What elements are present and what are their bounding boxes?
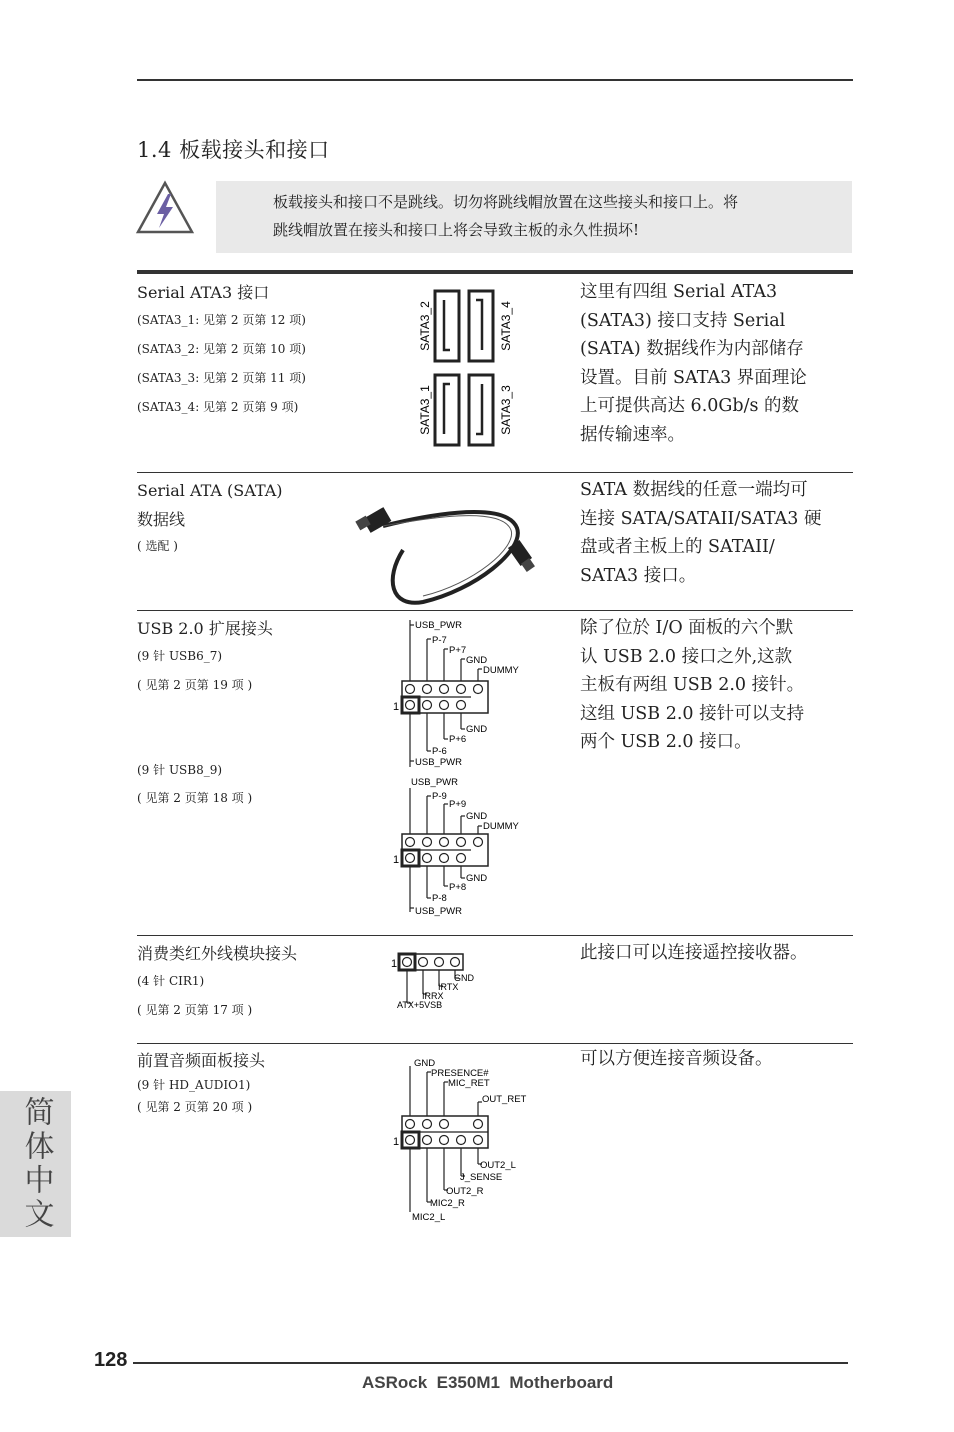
usb-sub-1a: (9 针 USB6_7) [137,649,223,663]
usb1-label-gnd-bottom: GND [466,724,488,735]
usb1-label-p-minus-7: P-7 [432,635,447,646]
usb-desc-3: 主板有两组 USB 2.0 接针。 [580,675,805,696]
usb-sub-2a: (9 针 USB8_9) [137,763,223,777]
usb1-label-usb-pwr-bottom: USB_PWR [415,757,462,768]
audio-title: 前置音频面板接头 [137,1051,266,1070]
divider-4 [137,1043,853,1044]
usb1-label-p-minus-6: P-6 [432,746,447,757]
sata3-desc-3: (SATA) 数据线作为内部储存 [580,339,804,360]
cable-title-1: Serial ATA (SATA) [137,481,283,500]
warning-line-2: 跳线帽放置在接头和接口上将会导致主板的永久性损坏! [273,221,640,239]
usb-desc-1: 除了位於 I/O 面板的六个默 [580,618,794,638]
divider-3 [137,935,853,936]
usb2-pin-1-mark: 1 [393,854,400,866]
usb2-label-p-plus-9: P+9 [449,799,467,810]
footer-rule [133,1362,848,1364]
sata3-label-1: SATA3_1 [418,385,432,435]
usb1-label-p-plus-7: P+7 [449,645,467,656]
audio-label-mic2-l: MIC2_L [412,1212,446,1223]
cable-title-2: 数据线 [137,510,186,529]
cir-label-irrx: IRRX [422,991,444,1001]
cable-desc-1: SATA 数据线的任意一端均可 [580,480,808,500]
usb-header-2-diagram [390,774,540,922]
cable-sub: ( 选配 ) [137,539,178,553]
usb-desc [580,614,850,757]
divider-1 [137,472,853,473]
section-title: 1.4 板载接头和接口 [137,138,330,162]
page-number: 128 [94,1349,128,1371]
usb1-label-usb-pwr-top: USB_PWR [415,620,462,631]
usb-desc-2: 认 USB 2.0 接口之外,这款 [580,646,793,667]
table-top-rule [137,270,853,274]
usb2-label-usb-pwr-bottom: USB_PWR [415,906,462,917]
sata3-sub-3: (SATA3_3: 见第 2 页第 11 项) [137,371,306,385]
footer-model: ASRock E350M1 Motherboard [362,1373,614,1392]
sata-cable-image [355,498,550,608]
usb2-label-usb-pwr-top: USB_PWR [411,777,458,788]
audio-label-out2-l: OUT2_L [480,1160,516,1171]
audio-sub-1: (9 针 HD_AUDIO1) [137,1078,251,1092]
usb1-pin-1-mark: 1 [393,701,400,713]
usb1-label-p-plus-6: P+6 [449,734,467,745]
usb2-label-p-minus-8: P-8 [432,893,447,904]
language-side-tab-label: 简体中文 [18,1096,54,1232]
usb1-label-gnd-top: GND [466,655,488,666]
audio-pin-1-mark: 1 [393,1136,400,1148]
usb-title: USB 2.0 扩展接头 [137,619,273,638]
sata3-label-2: SATA3_2 [418,301,432,351]
warning-icon [135,180,195,236]
usb2-label-p-plus-8: P+8 [449,882,467,893]
cir-label-atx5vsb: ATX+5VSB [397,1000,443,1010]
usb1-label-dummy: DUMMY [483,665,519,676]
usb-desc-4: 这组 USB 2.0 接针可以支持 [580,703,805,724]
usb-desc-5: 两个 USB 2.0 接口。 [580,732,752,753]
sata3-desc-4: 设置。目前 SATA3 界面理论 [580,367,807,388]
cir-sub-2: ( 见第 2 页第 17 项 ) [137,1003,253,1017]
audio-label-j-sense: J_SENSE [460,1172,503,1183]
sata3-sub-list [137,306,306,422]
cir-desc: 此接口可以连接遥控接收器。 [580,943,808,963]
sata3-desc-6: 据传输速率。 [580,424,685,445]
cable-desc-4: SATA3 接口。 [580,565,697,586]
audio-label-gnd: GND [414,1058,436,1069]
audio-label-presence: PRESENCE# [431,1068,489,1079]
usb-sub-2b: ( 见第 2 页第 18 项 ) [137,791,253,805]
usb-header-1-diagram [390,617,540,772]
cir-label-gnd: GND [454,973,474,983]
sata3-label-3: SATA3_3 [499,385,513,435]
sata3-label-4: SATA3_4 [499,301,513,351]
divider-2 [137,610,853,611]
top-rule [137,79,853,81]
cable-desc-3: 盘或者主板上的 SATAII/ [580,537,775,558]
sata3-sub-4: (SATA3_4: 见第 2 页第 9 项) [137,400,299,414]
audio-label-out2-r: OUT2_R [446,1186,484,1197]
sata3-desc [580,278,850,450]
usb-sub-1b: ( 见第 2 页第 19 项 ) [137,678,253,692]
usb2-label-dummy: DUMMY [483,821,519,832]
cir-title: 消费类红外线模块接头 [137,944,298,963]
cir-label-irtx: IRTX [438,982,459,992]
cir-sub-1: (4 针 CIR1) [137,974,205,988]
usb2-label-p-minus-9: P-9 [432,791,447,802]
warning-line-1: 板载接头和接口不是跳线。切勿将跳线帽放置在这些接头和接口上。将 [273,193,739,211]
usb2-label-gnd-top: GND [466,811,488,822]
audio-label-mic-ret: MIC_RET [448,1078,490,1089]
sata3-sub-1: (SATA3_1: 见第 2 页第 12 项) [137,313,306,327]
usb2-label-gnd-bottom: GND [466,873,488,884]
sata3-desc-1: 这里有四组 Serial ATA3 [580,282,778,302]
warning-text [273,188,833,244]
cable-title [137,478,283,533]
sata3-sub-2: (SATA3_2: 见第 2 页第 10 项) [137,342,306,356]
audio-label-out-ret: OUT_RET [482,1094,527,1105]
audio-label-mic2-r: MIC2_R [430,1198,465,1209]
audio-desc: 可以方便连接音频设备。 [580,1049,773,1069]
sata3-desc-2: (SATA3) 接口支持 Serial [580,310,786,331]
sata3-connector-diagram [410,288,520,450]
sata3-desc-5: 上可提供高达 6.0Gb/s 的数 [580,396,800,417]
audio-sub-2: ( 见第 2 页第 20 项 ) [137,1100,253,1114]
cir-header-diagram [390,950,500,1012]
cable-desc [580,476,850,590]
audio-header-diagram [390,1054,540,1226]
language-side-tab [0,1091,71,1237]
sata3-title: Serial ATA3 接口 [137,283,270,302]
cable-desc-2: 连接 SATA/SATAII/SATA3 硬 [580,508,822,529]
cir-pin-1-mark: 1 [391,958,398,970]
